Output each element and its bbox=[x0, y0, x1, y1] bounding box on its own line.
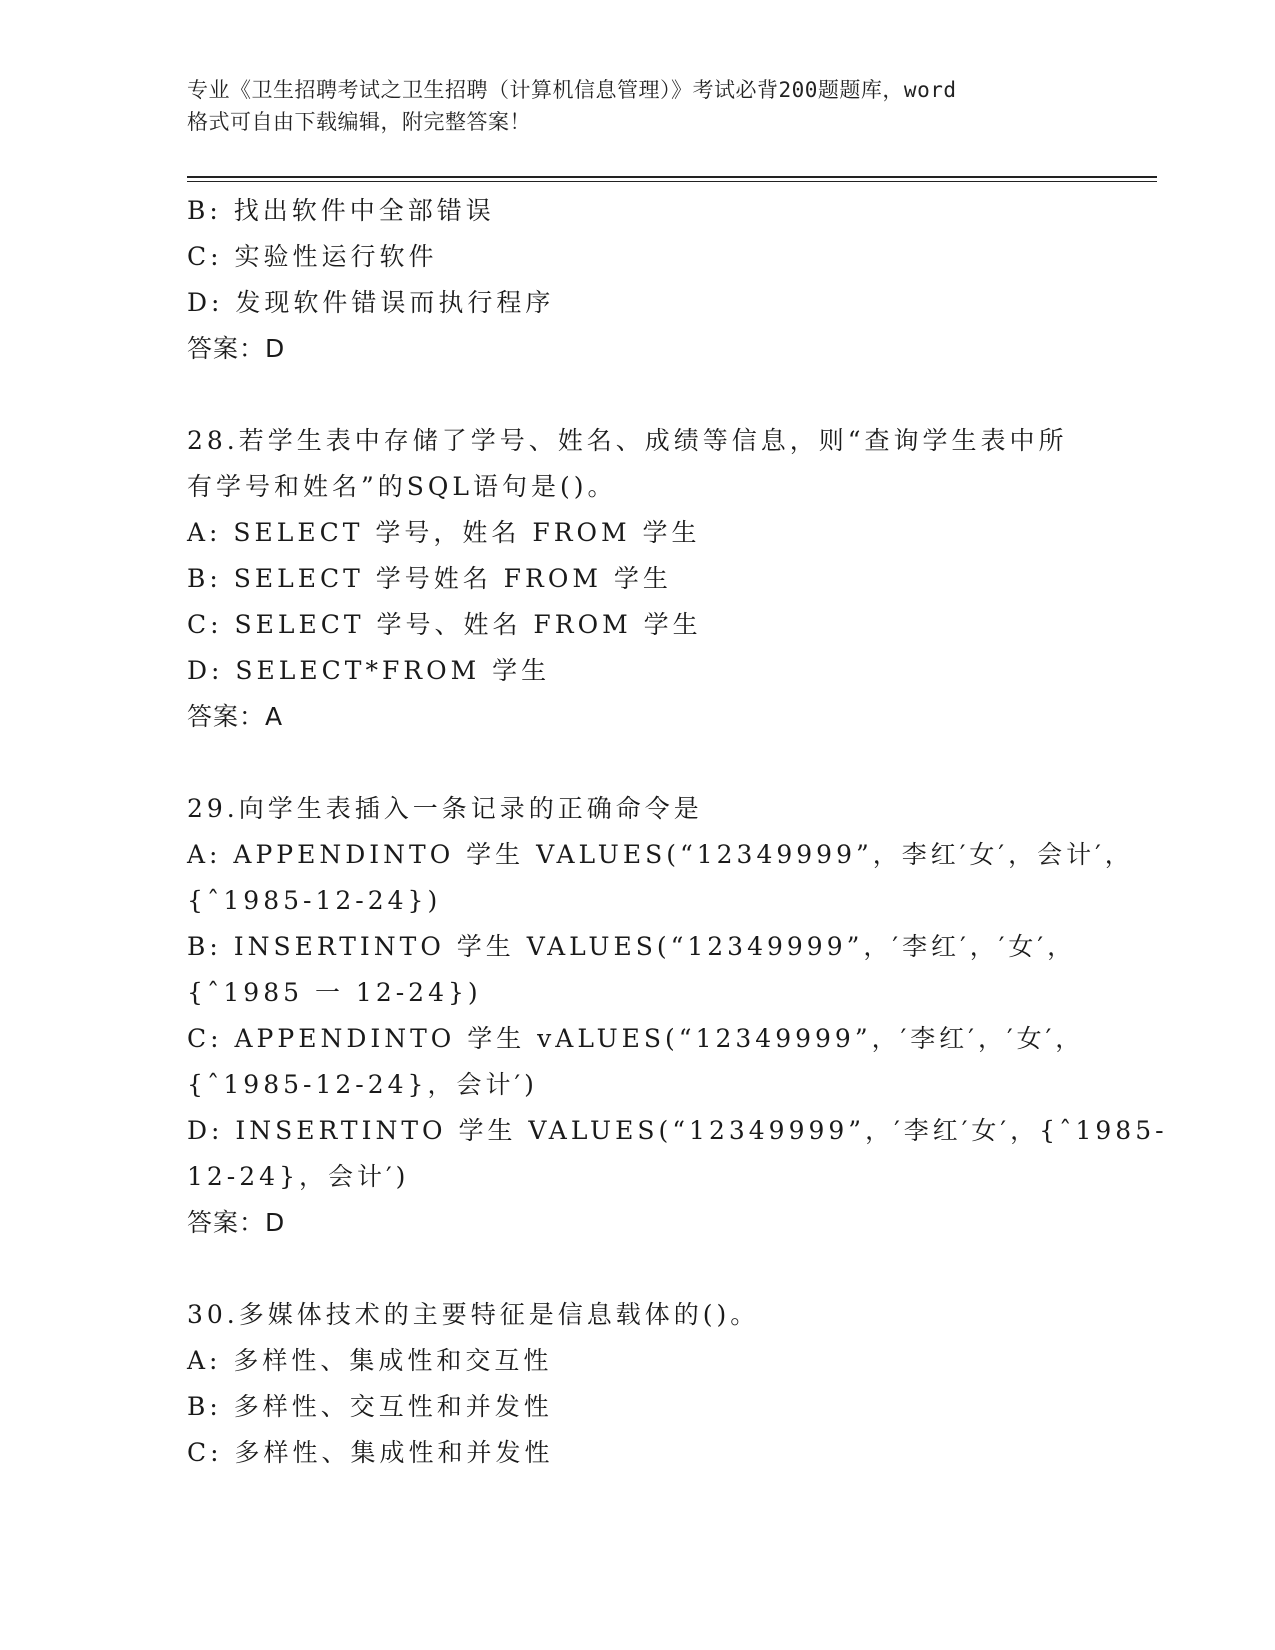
header-line-2: 格式可自由下载编辑，附完整答案！ bbox=[187, 110, 531, 134]
q29-option-a-line-1: A: APPENDINTO 学生 VALUES(“12349999”，李红′女′，会计′， bbox=[187, 840, 1134, 869]
q29-option-d-line-2: 12-24}，会计′) bbox=[187, 1162, 410, 1191]
q27-option-b: B: 找出软件中全部错误 bbox=[187, 196, 495, 225]
q28-option-b: B: SELECT 学号姓名 FROM 学生 bbox=[187, 564, 672, 593]
question-27-block bbox=[187, 188, 1087, 372]
q29-option-c-line-2: {ˆ1985-12-24}，会计′) bbox=[187, 1070, 538, 1099]
q29-option-d-line-1: D: INSERTINTO 学生 VALUES(“12349999”，′李红′女′，{ˆ1985- bbox=[187, 1116, 1168, 1145]
question-30-block bbox=[187, 1292, 1087, 1476]
spacer bbox=[187, 1246, 1087, 1292]
spacer bbox=[187, 372, 1087, 418]
header-rule-thin bbox=[187, 181, 1157, 182]
q28-question-line-2: 有学号和姓名”的SQL语句是()。 bbox=[187, 472, 617, 501]
q28-question-line-1: 28.若学生表中存储了学号、姓名、成绩等信息，则“查询学生表中所 bbox=[187, 426, 1068, 455]
q29-option-a-line-2: {ˆ1985-12-24}) bbox=[187, 886, 442, 915]
q29-option-c-line-1: C: APPENDINTO 学生 vALUES(“12349999”，′李红′，′女′， bbox=[187, 1024, 1085, 1053]
q29-answer: 答案：D bbox=[187, 1208, 286, 1237]
q30-option-a: A: 多样性、集成性和交互性 bbox=[187, 1346, 553, 1375]
q27-answer: 答案：D bbox=[187, 334, 286, 363]
q30-option-c: C: 多样性、集成性和并发性 bbox=[187, 1438, 554, 1467]
q28-answer: 答案：A bbox=[187, 702, 284, 731]
q29-option-b-line-1: B: INSERTINTO 学生 VALUES(“12349999”，′李红′，′女′， bbox=[187, 932, 1077, 961]
question-28-block bbox=[187, 418, 1087, 740]
q29-question: 29.向学生表插入一条记录的正确命令是 bbox=[187, 794, 703, 823]
header-line-1: 专业《卫生招聘考试之卫生招聘（计算机信息管理）》考试必背200题题库，word bbox=[187, 78, 957, 102]
q28-option-d: D: SELECT*FROM 学生 bbox=[187, 656, 551, 685]
q28-option-c: C: SELECT 学号、姓名 FROM 学生 bbox=[187, 610, 702, 639]
header-rule-thick bbox=[187, 176, 1157, 178]
q27-option-d: D: 发现软件错误而执行程序 bbox=[187, 288, 555, 317]
q30-option-b: B: 多样性、交互性和并发性 bbox=[187, 1392, 553, 1421]
spacer bbox=[187, 740, 1087, 786]
document-header bbox=[187, 74, 1087, 138]
document-body bbox=[187, 188, 1168, 1476]
q29-option-b-line-2: {ˆ1985 一 12-24}) bbox=[187, 978, 482, 1007]
q27-option-c: C: 实验性运行软件 bbox=[187, 242, 438, 271]
q30-question: 30.多媒体技术的主要特征是信息载体的()。 bbox=[187, 1300, 760, 1329]
question-29-block bbox=[187, 786, 1168, 1246]
q28-option-a: A: SELECT 学号，姓名 FROM 学生 bbox=[187, 518, 701, 547]
